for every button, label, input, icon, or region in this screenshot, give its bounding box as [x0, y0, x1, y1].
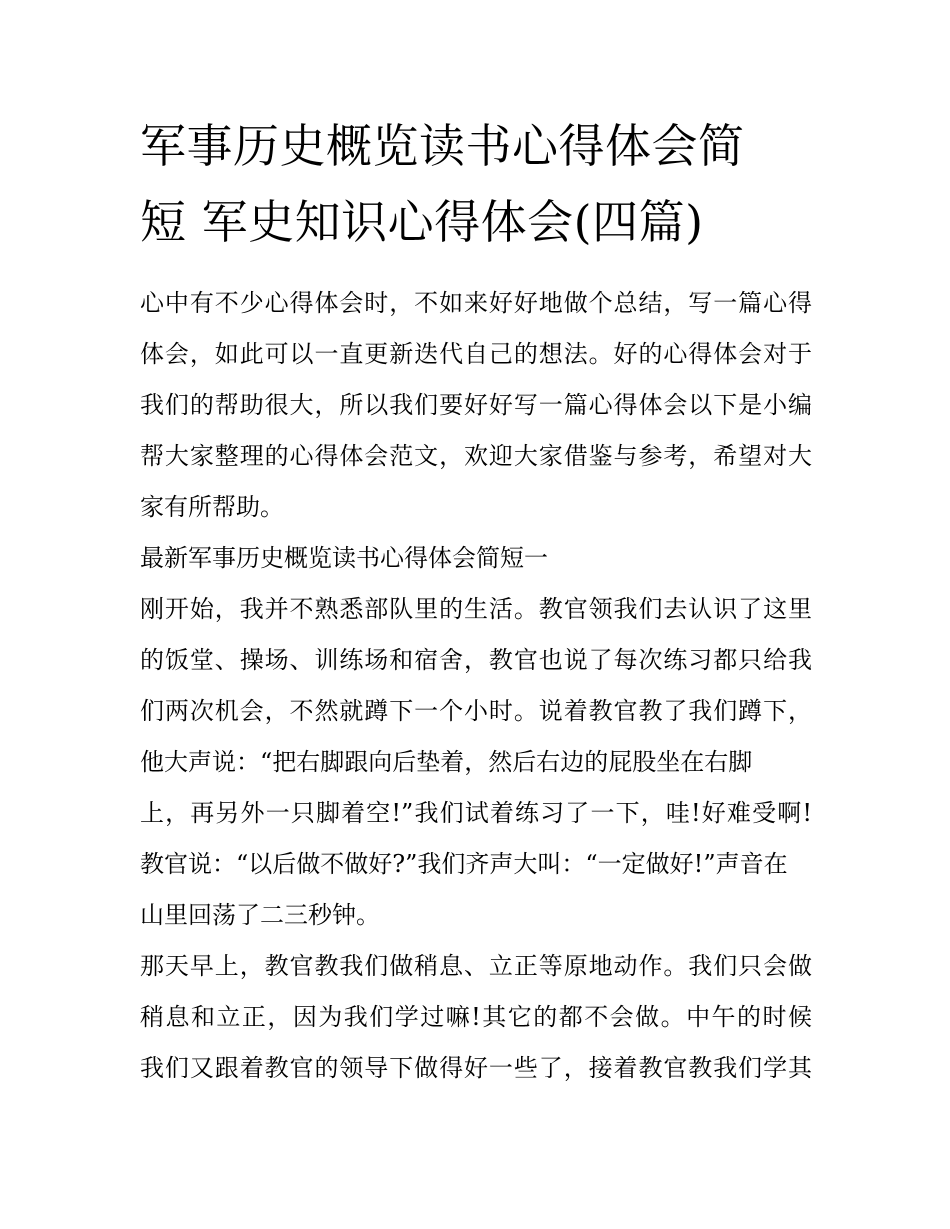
text-line: 体会，如此可以一直更新迭代自己的想法。好的心得体会对于	[140, 340, 812, 368]
intro-paragraph	[140, 278, 812, 533]
text-line: 心中有不少心得体会时，不如来好好地做个总结，写一篇心得	[140, 289, 812, 317]
text-line: 们两次机会，不然就蹲下一个小时。说着教官教了我们蹲下，	[140, 697, 812, 725]
text-line: 我们的帮助很大，所以我们要好好写一篇心得体会以下是小编	[140, 391, 812, 419]
text-line: 的饭堂、操场、训练场和宿舍，教官也说了每次练习都只给我	[140, 646, 812, 674]
text-line: 帮大家整理的心得体会范文，欢迎大家借鉴与参考，希望对大	[140, 442, 812, 470]
document-title	[140, 108, 812, 260]
text-line: 我们又跟着教官的领导下做得好一些了，接着教官教我们学其	[140, 1054, 812, 1082]
text-line: 他大声说：“把右脚跟向后垫着，然后右边的屁股坐在右脚	[140, 748, 753, 776]
text-line: 稍息和立正，因为我们学过嘛!其它的都不会做。中午的时候	[140, 1003, 812, 1031]
text-line: 那天早上，教官教我们做稍息、立正等原地动作。我们只会做	[140, 952, 812, 980]
text-line: 教官说：“以后做不做好?”我们齐声大叫：“一定做好!”声音在	[140, 850, 788, 878]
paragraph-2	[140, 941, 812, 1094]
title-line: 短 军史知识心得体会(四篇)	[140, 195, 704, 249]
document-page	[140, 108, 812, 1094]
text-line: 家有所帮助。	[140, 493, 284, 521]
document-body	[140, 278, 812, 1094]
paragraph-1	[140, 584, 812, 941]
text-line: 上，再另外一只脚着空!”我们试着练习了一下，哇!好难受啊!	[140, 799, 812, 827]
text-line: 山里回荡了二三秒钟。	[140, 901, 380, 929]
section-heading: 最新军事历史概览读书心得体会简短一	[140, 544, 548, 572]
title-line: 军事历史概览读书心得体会简	[140, 119, 745, 173]
text-line: 刚开始，我并不熟悉部队里的生活。教官领我们去认识了这里	[140, 595, 812, 623]
